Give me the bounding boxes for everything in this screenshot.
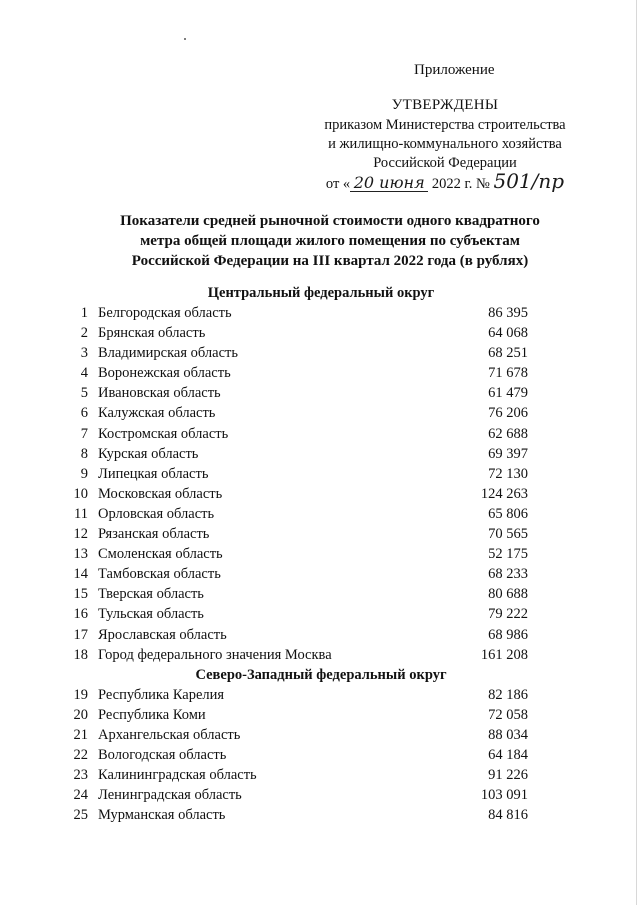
price-value: 69 397 bbox=[488, 445, 528, 462]
price-value: 65 806 bbox=[488, 505, 528, 522]
region-name: Орловская область bbox=[98, 505, 215, 522]
table-row bbox=[66, 484, 546, 504]
order-line-2: и жилищно-коммунального хозяйства bbox=[328, 136, 562, 152]
table-row bbox=[66, 685, 546, 705]
price-value: 72 058 bbox=[488, 706, 528, 723]
title-line-2: метра общей площади жилого помещения по субъектам bbox=[140, 233, 520, 249]
scan-speck bbox=[184, 38, 186, 40]
row-number: 17 bbox=[73, 626, 88, 643]
table-row bbox=[66, 584, 546, 604]
price-value: 80 688 bbox=[488, 586, 528, 603]
section-heading: Северо-Западный федеральный округ bbox=[195, 666, 447, 683]
row-number: 4 bbox=[80, 365, 88, 382]
order-date-line bbox=[300, 169, 590, 194]
price-value: 70 565 bbox=[488, 526, 528, 543]
price-value: 62 688 bbox=[488, 425, 528, 442]
price-value: 79 222 bbox=[488, 606, 528, 623]
row-number: 1 bbox=[80, 305, 88, 321]
region-name: Рязанская область bbox=[98, 526, 210, 543]
row-number: 2 bbox=[80, 325, 88, 342]
row-number: 20 bbox=[73, 706, 88, 723]
table-row bbox=[66, 765, 546, 785]
approval-block bbox=[300, 96, 590, 194]
price-value: 68 233 bbox=[488, 566, 528, 583]
table-row bbox=[66, 564, 546, 584]
price-value: 124 263 bbox=[480, 485, 528, 502]
scan-edge bbox=[636, 0, 637, 905]
table-row bbox=[66, 504, 546, 524]
table-row bbox=[66, 745, 546, 765]
table-row bbox=[66, 725, 546, 745]
price-value: 88 034 bbox=[488, 726, 528, 743]
price-value: 76 206 bbox=[488, 405, 528, 422]
price-value: 72 130 bbox=[488, 465, 528, 482]
table-row bbox=[66, 805, 546, 825]
table-row bbox=[66, 383, 546, 403]
price-value: 71 678 bbox=[488, 365, 528, 382]
title-line-1: Показатели средней рыночной стоимости одного квадратного bbox=[120, 213, 540, 229]
document-title bbox=[90, 211, 570, 271]
table-row bbox=[66, 645, 546, 665]
region-name: Город федерального значения Москва bbox=[98, 646, 332, 663]
region-name: Московская область bbox=[98, 485, 223, 502]
region-name: Ивановская область bbox=[98, 385, 221, 402]
row-number: 5 bbox=[80, 385, 88, 402]
region-name: Республика Карелия bbox=[98, 686, 225, 703]
row-number: 6 bbox=[80, 405, 88, 422]
section-heading: Центральный федеральный округ bbox=[207, 285, 435, 301]
row-number: 14 bbox=[73, 566, 88, 583]
table-row bbox=[66, 303, 546, 323]
row-number: 13 bbox=[73, 546, 88, 563]
price-value: 91 226 bbox=[488, 767, 528, 784]
price-value: 61 479 bbox=[488, 385, 528, 402]
region-name: Республика Коми bbox=[98, 706, 206, 723]
table-row bbox=[66, 464, 546, 484]
region-name: Воронежская область bbox=[98, 365, 231, 382]
price-value: 82 186 bbox=[488, 686, 528, 703]
table-row bbox=[66, 444, 546, 464]
handwritten-date: 20 июня bbox=[350, 175, 428, 192]
row-number: 23 bbox=[73, 767, 88, 784]
region-name: Калужская область bbox=[98, 405, 216, 422]
date-suffix: 2022 г. № bbox=[431, 176, 490, 192]
row-number: 10 bbox=[73, 485, 88, 502]
price-table bbox=[66, 283, 546, 825]
price-value: 161 208 bbox=[480, 646, 528, 663]
price-value: 86 395 bbox=[488, 305, 528, 321]
table-row bbox=[66, 604, 546, 624]
row-number: 11 bbox=[74, 505, 88, 522]
region-name: Ярославская область bbox=[98, 626, 227, 643]
title-line-3: Российской Федерации на III квартал 2022 года (в рублях) bbox=[131, 253, 529, 269]
table-row bbox=[66, 524, 546, 544]
price-value: 64 184 bbox=[488, 746, 528, 763]
handwritten-order-number: 501/пр bbox=[493, 169, 565, 193]
region-name: Брянская область bbox=[98, 325, 206, 342]
price-value: 84 816 bbox=[488, 807, 528, 824]
table-row bbox=[66, 625, 546, 645]
region-name: Тульская область bbox=[98, 606, 204, 623]
row-number: 24 bbox=[73, 787, 88, 804]
region-name: Курская область bbox=[98, 445, 199, 462]
price-value: 68 251 bbox=[488, 345, 528, 362]
row-number: 25 bbox=[73, 807, 88, 824]
region-name: Мурманская область bbox=[98, 807, 226, 824]
row-number: 7 bbox=[80, 425, 88, 442]
row-number: 9 bbox=[80, 465, 88, 482]
order-line-1: приказом Министерства строительства bbox=[324, 117, 566, 133]
table-row bbox=[66, 403, 546, 423]
region-name: Ленинградская область bbox=[98, 787, 242, 804]
row-number: 21 bbox=[73, 726, 88, 743]
region-name: Тамбовская область bbox=[98, 566, 221, 583]
row-number: 16 bbox=[73, 606, 88, 623]
row-number: 8 bbox=[80, 445, 88, 462]
table-row bbox=[66, 363, 546, 383]
order-line-3: Российской Федерации bbox=[373, 155, 517, 171]
price-value: 103 091 bbox=[480, 787, 528, 804]
region-name: Смоленская область bbox=[98, 546, 223, 563]
date-prefix: от « bbox=[325, 176, 351, 192]
region-name: Владимирская область bbox=[98, 345, 238, 362]
row-number: 3 bbox=[80, 345, 88, 362]
table-row bbox=[66, 544, 546, 564]
table-row bbox=[66, 705, 546, 725]
appendix-label: Приложение bbox=[414, 62, 495, 78]
table-row bbox=[66, 785, 546, 805]
table-row bbox=[66, 424, 546, 444]
row-number: 12 bbox=[73, 526, 88, 543]
region-name: Липецкая область bbox=[98, 465, 209, 482]
row-number: 22 bbox=[73, 746, 88, 763]
price-value: 52 175 bbox=[488, 546, 528, 563]
row-number: 19 bbox=[73, 686, 88, 703]
table-row bbox=[66, 343, 546, 363]
region-name: Костромская область bbox=[98, 425, 229, 442]
table-row bbox=[66, 323, 546, 343]
approved-heading: УТВЕРЖДЕНЫ bbox=[391, 97, 499, 113]
price-value: 64 068 bbox=[488, 325, 528, 342]
region-name: Тверская область bbox=[98, 586, 204, 603]
region-name: Белгородская область bbox=[98, 305, 232, 321]
region-name: Вологодская область bbox=[98, 746, 227, 763]
row-number: 18 bbox=[73, 646, 88, 663]
price-value: 68 986 bbox=[488, 626, 528, 643]
region-name: Архангельская область bbox=[98, 726, 241, 743]
row-number: 15 bbox=[73, 586, 88, 603]
region-name: Калининградская область bbox=[98, 767, 257, 784]
